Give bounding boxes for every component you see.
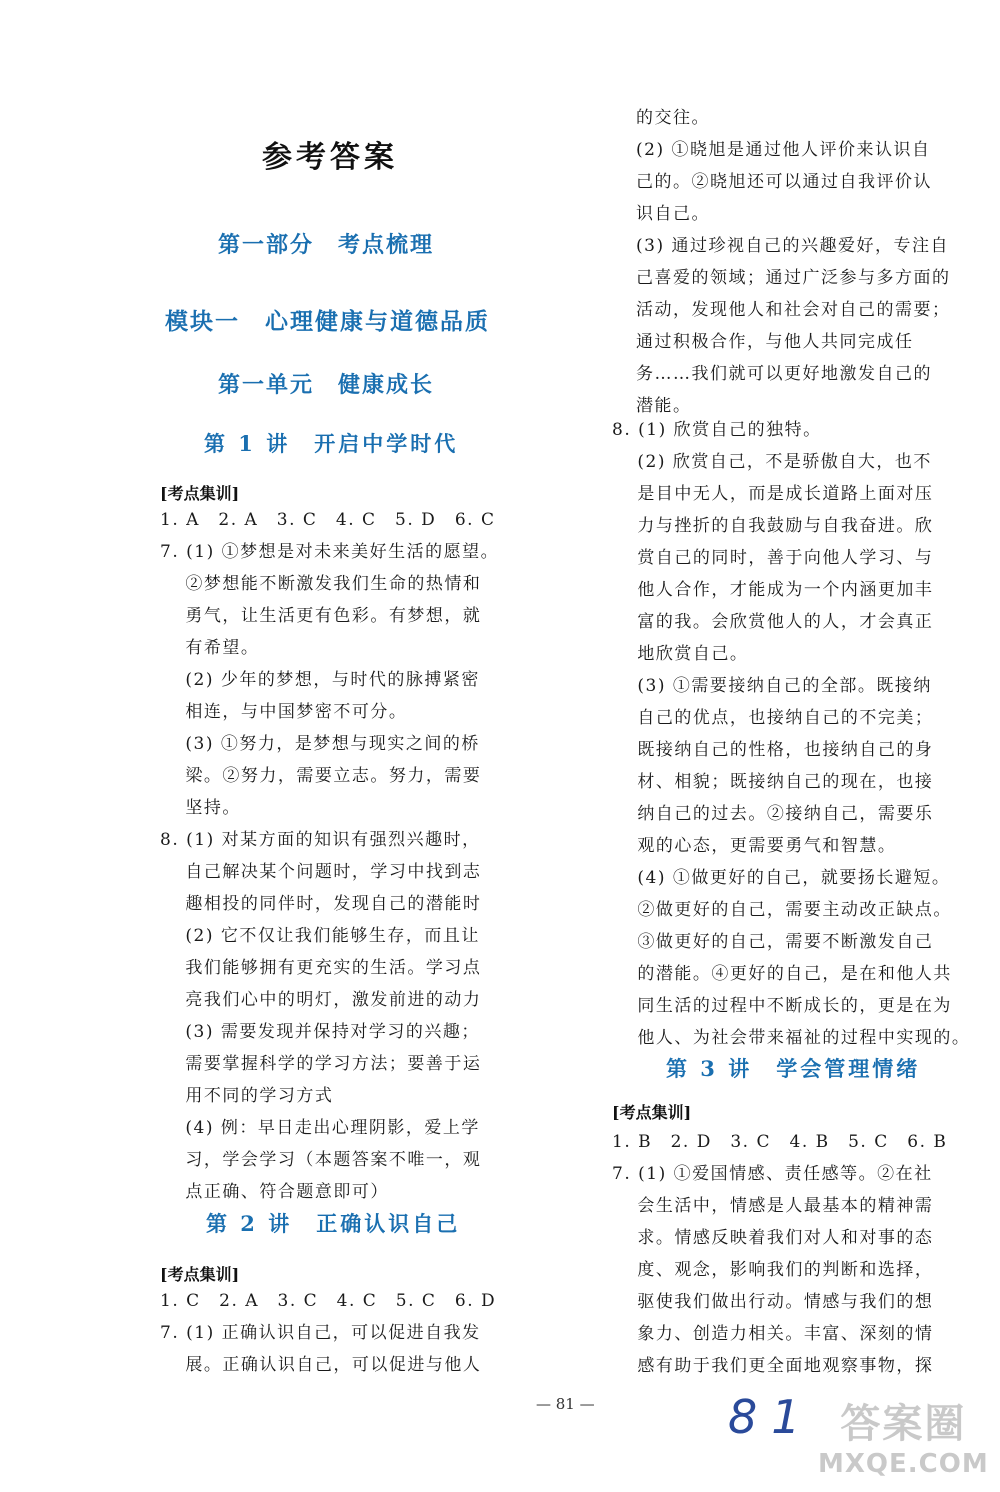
part-heading: 第一部分 考点梳理 [218,232,435,258]
answer-line: (2) 欣赏自己，不是骄傲自大，也不 [612,452,932,472]
answer-line: (3) 通过珍视自己的兴趣爱好，专注自 [636,236,949,256]
answer-line: 他人、为社会带来福祉的过程中实现的。 [612,1028,971,1048]
answer-line: 的交往。 [636,108,710,128]
answer-line: 梁。②努力，需要立志。努力，需要 [160,766,482,786]
answer-line: 相连，与中国梦密不可分。 [160,702,408,722]
answer-line: 纳自己的过去。②接纳自己，需要乐 [612,804,934,824]
answer-line: 需要掌握科学的学习方法；要善于运 [160,1054,482,1074]
answer-line: 自己解决某个问题时，学习中找到志 [160,862,482,882]
answer-line: (2) 它不仅让我们能够生存，而且让 [160,926,480,946]
module-heading: 模块一 心理健康与道德品质 [165,308,490,335]
answer-line: ③做更好的自己，需要不断激发自己 [612,932,934,952]
page-title: 参考答案 [262,140,398,175]
answer-line: 既接纳自己的性格，也接纳自己的身 [612,740,934,760]
answer-line: 象力、创造力相关。丰富、深刻的情 [612,1324,934,1344]
answer-line: 1. C 2. A 3. C 4. C 5. C 6. D [160,1291,497,1311]
answer-line: 展。正确认识自己，可以促进与他人 [160,1355,482,1375]
answer-line: 观的心态，更需要勇气和智慧。 [612,836,897,856]
answer-line: 同生活的过程中不断成长的，更是在为 [612,996,952,1016]
answer-line: 他人合作，才能成为一个内涵更加丰 [612,580,934,600]
answer-line: 识自己。 [636,204,710,224]
answer-line: 度、观念，影响我们的判断和选择， [612,1260,934,1280]
answer-line: 活动，发现他人和社会对自己的需要； [636,300,951,320]
answer-line: 的潜能。④更好的自己，是在和他人共 [612,964,952,984]
answer-line: 己的。②晓旭还可以通过自我评价认 [636,172,932,192]
question8-answers [612,414,970,1054]
answer-line: 1. B 2. D 3. C 4. B 5. C 6. B [612,1132,948,1152]
handwritten-page-number: 81 [728,1390,815,1444]
lecture2-answers [160,1285,496,1381]
answer-line: 是目中无人，而是成长道路上面对压 [612,484,934,504]
answer-line: 8. (1) 欣赏自己的独特。 [612,420,822,440]
answer-line: 赏自己的同时，善于向他人学习、与 [612,548,934,568]
answer-line: 7. (1) ①爱国情感、责任感等。②在社 [612,1164,933,1184]
answer-line: 地欣赏自己。 [612,644,749,664]
answer-line: 用不同的学习方式 [160,1086,334,1106]
answer-line: 务……我们就可以更好地激发自己的 [636,364,932,384]
answer-line: 亮我们心中的明灯，激发前进的动力 [160,990,482,1010]
page-number: — 81 — [536,1395,595,1413]
lecture1-answers [160,504,499,1208]
answer-line: 自己的优点，也接纳自己的不完美； [612,708,934,728]
lecture2-tag: [考点集训] [160,1265,240,1284]
answer-line: 1. A 2. A 3. C 4. C 5. D 6. C [160,510,496,530]
continued-answers [636,102,951,422]
lecture2-heading: 第 2 讲 正确认识自己 [206,1211,461,1236]
answer-line: (4) ①做更好的自己，就要扬长避短。 [612,868,951,888]
lecture3-answers [612,1126,947,1382]
answer-line: 通过积极合作，与他人共同完成任 [636,332,914,352]
answer-line: 感有助于我们更全面地观察事物，探 [612,1356,934,1376]
answer-line: ②做更好的自己，需要主动改正缺点。 [612,900,952,920]
answer-line: (3) 需要发现并保持对学习的兴趣； [160,1022,480,1042]
unit-heading: 第一单元 健康成长 [218,372,435,398]
answer-line: 材、相貌；既接纳自己的现在，也接 [612,772,934,792]
answer-line: 富的我。会欣赏他人的人，才会真正 [612,612,934,632]
answer-line: 己喜爱的领域；通过广泛参与多方面的 [636,268,951,288]
answer-line: (3) ①需要接纳自己的全部。既接纳 [612,676,932,696]
answer-line: 7. (1) ①梦想是对未来美好生活的愿望。 [160,542,500,562]
answer-line: 力与挫折的自我鼓励与自我奋进。欣 [612,516,934,536]
answer-line: 会生活中，情感是人最基本的精神需 [612,1196,934,1216]
answer-line: 习，学会学习（本题答案不唯一，观 [160,1150,482,1170]
answer-line: 坚持。 [160,798,241,818]
watermark-logo-text: 答案圈 [840,1401,967,1447]
answer-line: 有希望。 [160,638,260,658]
lecture1-heading: 第 1 讲 开启中学时代 [204,431,459,456]
answer-line: 求。情感反映着我们对人和对事的态 [612,1228,934,1248]
answer-line: 潜能。 [636,396,692,416]
answer-line: (4) 例：早日走出心理阴影，爱上学 [160,1118,480,1138]
answer-line: 勇气，让生活更有色彩。有梦想，就 [160,606,482,626]
lecture3-heading: 第 3 讲 学会管理情绪 [666,1056,921,1081]
answer-line: (2) ①晓旭是通过他人评价来认识自 [636,140,931,160]
answer-line: ②梦想能不断激发我们生命的热情和 [160,574,482,594]
lecture1-tag: [考点集训] [160,484,240,503]
answer-line: (3) ①努力，是梦想与现实之间的桥 [160,734,480,754]
answer-line: 7. (1) 正确认识自己，可以促进自我发 [160,1323,481,1343]
answer-line: 8. (1) 对某方面的知识有强烈兴趣时， [160,830,481,850]
lecture3-tag: [考点集训] [612,1103,692,1122]
watermark [818,1392,989,1479]
answer-line: 趣相投的同伴时，发现自己的潜能时 [160,894,482,914]
answer-line: (2) 少年的梦想，与时代的脉搏紧密 [160,670,480,690]
answer-line: 我们能够拥有更充实的生活。学习点 [160,958,482,978]
answer-line: 点正确、符合题意即可） [160,1182,389,1202]
answer-line: 驱使我们做出行动。情感与我们的想 [612,1292,934,1312]
watermark-site-text: MXQE.COM [818,1449,989,1479]
